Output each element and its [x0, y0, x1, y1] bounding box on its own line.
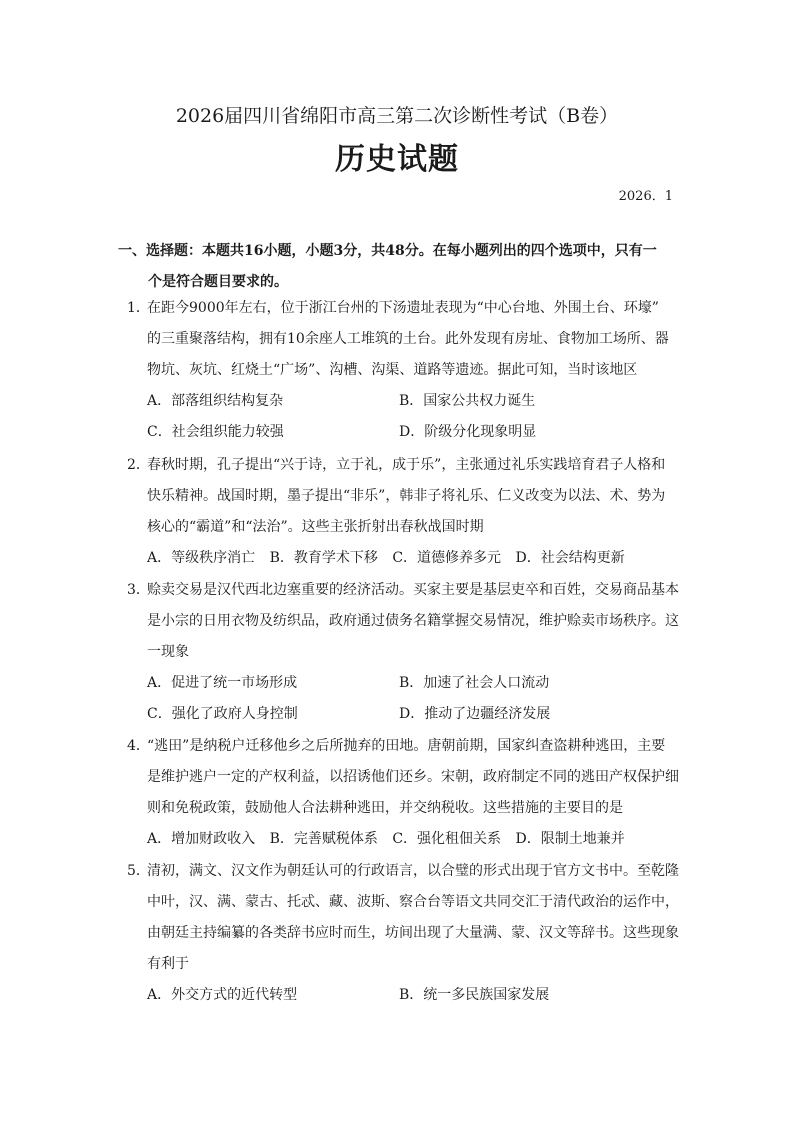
section-instructions-line: 一、选择题：本题共16小题，小题3分，共48分。在每小题列出的四个选项中，只有一 [118, 243, 657, 259]
subject-title: 历史试题 [335, 142, 459, 177]
question-5 [127, 856, 687, 1011]
section-instructions [118, 236, 678, 298]
question-text: 由朝廷主持编纂的各类辞书应时而生，坊间出现了大量满、蒙、汉文等辞书。这些现象 [147, 925, 679, 941]
option-c[interactable]: C．强化租佃关系 [392, 831, 502, 847]
option-d[interactable]: D．推动了边疆经济发展 [399, 706, 551, 722]
exam-date: 2026．1 [618, 189, 673, 204]
option-b[interactable]: B．国家公共权力诞生 [399, 393, 536, 409]
question-text: 清初，满文、汉文作为朝廷认可的行政语言，以合璧的形式出现于官方文书中。至乾隆 [147, 863, 679, 879]
question-text: 在距今9000年左右，位于浙江台州的下汤遗址表现为“中心台地、外围土台、环壕” [147, 300, 659, 316]
question-text: 物坑、灰坑、红烧土“广场”、沟槽、沟渠、道路等遗迹。据此可知，当时该地区 [147, 362, 638, 378]
option-c[interactable]: C．道德修养多元 [392, 550, 502, 566]
option-b[interactable]: B．加速了社会人口流动 [399, 675, 550, 691]
option-c[interactable]: C．强化了政府人身控制 [147, 706, 298, 722]
question-3 [127, 575, 687, 730]
question-number: 4． [127, 738, 150, 754]
question-number: 2． [127, 457, 150, 473]
option-a[interactable]: A．部落组织结构复杂 [147, 393, 284, 409]
question-text: 是小宗的日用衣物及纺织品，政府通过债务名籍掌握交易情况，维护赊卖市场秩序。这 [147, 613, 679, 629]
option-b[interactable]: B．完善赋税体系 [269, 831, 378, 847]
question-text: 有利于 [147, 956, 189, 972]
option-d[interactable]: D．社会结构更新 [515, 550, 625, 566]
option-a[interactable]: A．等级秩序消亡 [147, 550, 256, 566]
option-c[interactable]: C．社会组织能力较强 [147, 424, 284, 440]
section-instructions-line: 个是符合题目要求的。 [148, 274, 288, 290]
option-a[interactable]: A．外交方式的近代转型 [147, 987, 298, 1003]
question-text: 的三重聚落结构，拥有10余座人工堆筑的土台。此外发现有房址、食物加工场所、器 [147, 331, 669, 347]
option-d[interactable]: D．限制土地兼并 [515, 831, 625, 847]
exam-title: 2026届四川省绵阳市高三第二次诊断性考试（B卷） [175, 105, 619, 127]
option-a[interactable]: A．增加财政收入 [147, 831, 256, 847]
question-1 [127, 293, 687, 448]
question-text: 是维护逃户一定的产权利益，以招诱他们还乡。宋朝，政府制定不同的逃田产权保护细 [147, 769, 679, 785]
question-text: 赊卖交易是汉代西北边塞重要的经济活动。买家主要是基层吏卒和百姓，交易商品基本 [147, 582, 679, 598]
question-4 [127, 731, 687, 855]
question-number: 5． [127, 863, 150, 879]
question-text: 核心的“霸道”和“法治”。这些主张折射出春秋战国时期 [147, 519, 484, 535]
question-text: 一现象 [147, 644, 189, 660]
question-text: “逃田”是纳税户迁移他乡之后所抛弃的田地。唐朝前期，国家纠查盗耕种逃田，主要 [147, 738, 666, 754]
option-a[interactable]: A．促进了统一市场形成 [147, 675, 298, 691]
question-number: 1． [127, 300, 150, 316]
question-text: 春秋时期，孔子提出“兴于诗，立于礼，成于乐”，主张通过礼乐实践培育君子人格和 [147, 457, 666, 473]
question-text: 中叶，汉、满、蒙古、托忒、藏、波斯、察合台等语文共同交汇于清代政治的运作中， [147, 894, 679, 910]
option-d[interactable]: D．阶级分化现象明显 [399, 424, 537, 440]
question-text: 则和免税政策，鼓励他人合法耕种逃田，并交纳税收。这些措施的主要目的是 [147, 800, 623, 816]
option-b[interactable]: B．教育学术下移 [269, 550, 378, 566]
question-2 [127, 450, 687, 574]
question-number: 3． [127, 582, 150, 598]
question-text: 快乐精神。战国时期，墨子提出“非乐”，韩非子将礼乐、仁义改变为以法、术、势为 [147, 488, 666, 504]
option-b[interactable]: B．统一多民族国家发展 [399, 987, 550, 1003]
